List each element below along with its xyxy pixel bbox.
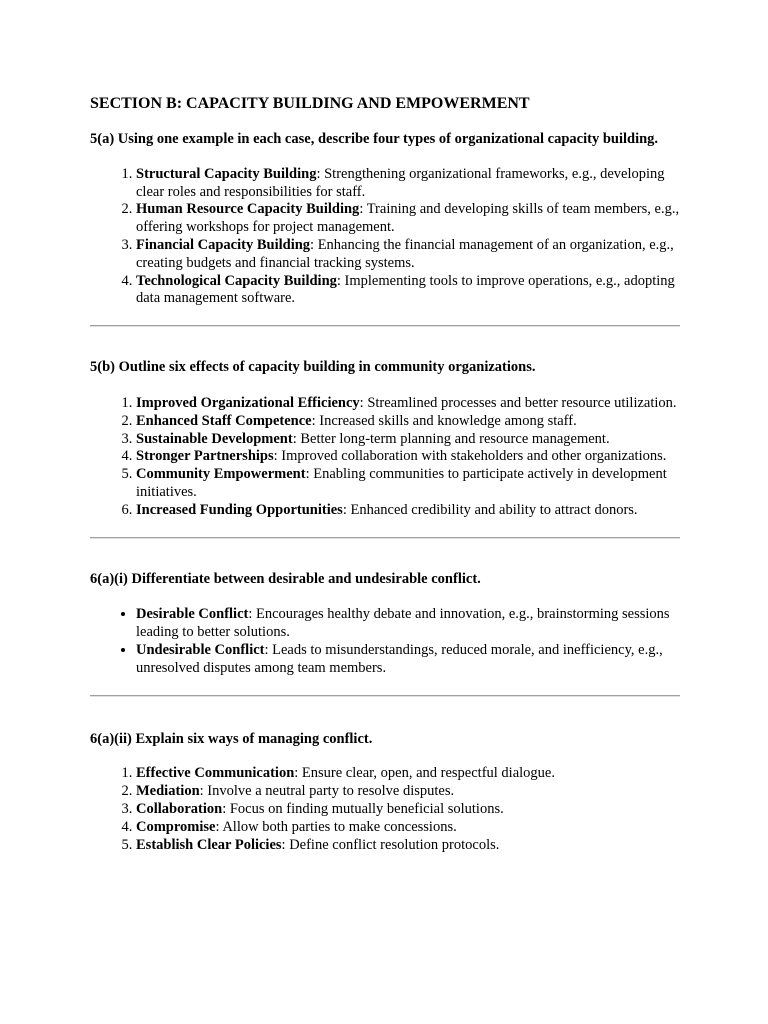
item-term: Enhanced Staff Competence <box>136 412 312 429</box>
item-term: Establish Clear Policies <box>136 836 282 853</box>
item-text: : Training and developing skills of team members, e.g., offering workshops for project management. <box>136 201 680 236</box>
item-text: : Better long-term planning and resource management. <box>292 430 610 447</box>
list-item <box>136 765 680 783</box>
section-title: SECTION B: CAPACITY BUILDING AND EMPOWERMENT <box>90 95 530 112</box>
item-term: Human Resource Capacity Building <box>136 201 360 218</box>
item-text: : Enhancing the financial management of an organization, e.g., creating budgets and financial tracking systems. <box>136 236 674 271</box>
list-item <box>136 502 680 520</box>
item-text: : Improved collaboration with stakeholders and other organizations. <box>273 448 667 465</box>
list-5b <box>90 395 680 520</box>
item-text: : Enabling communities to participate actively in development initiatives. <box>136 466 667 500</box>
item-text: : Implementing tools to improve operations, e.g., adopting data management software. <box>136 272 675 307</box>
item-text: : Increased skills and knowledge among staff. <box>311 412 577 429</box>
list-6ai <box>90 606 680 677</box>
list-item <box>136 642 680 678</box>
list-item <box>136 273 680 309</box>
item-term: Financial Capacity Building <box>136 236 311 253</box>
list-item <box>136 431 680 449</box>
item-term: Community Empowerment <box>136 466 306 483</box>
item-text: : Involve a neutral party to resolve disputes. <box>199 783 455 800</box>
item-term: Mediation <box>136 783 200 800</box>
question-5a: 5(a) Using one example in each case, describe four types of organizational capacity building. <box>90 131 659 147</box>
list-item <box>136 837 680 855</box>
item-term: Collaboration <box>136 800 223 817</box>
list-item <box>136 819 680 837</box>
list-item <box>136 801 680 819</box>
list-item <box>136 237 680 273</box>
item-term: Stronger Partnerships <box>136 448 274 465</box>
list-item <box>136 201 680 237</box>
item-term: Compromise <box>136 818 216 835</box>
document-body <box>90 94 680 854</box>
list-item <box>136 783 680 801</box>
item-text: : Streamlined processes and better resource utilization. <box>359 394 677 411</box>
item-term: Improved Organizational Efficiency <box>136 394 360 411</box>
item-term: Undesirable Conflict <box>136 641 265 658</box>
list-item <box>136 606 680 642</box>
question-6aii: 6(a)(ii) Explain six ways of managing conflict. <box>90 730 373 747</box>
section-divider <box>90 325 680 327</box>
item-term: Effective Communication <box>136 765 295 782</box>
section-divider <box>90 695 680 697</box>
item-term: Increased Funding Opportunities <box>136 501 343 518</box>
list-item <box>136 395 680 413</box>
item-term: Technological Capacity Building <box>136 272 337 289</box>
list-item <box>136 166 680 202</box>
item-text: : Focus on finding mutually beneficial solutions. <box>222 800 504 817</box>
item-term: Sustainable Development <box>136 430 293 447</box>
item-text: : Enhanced credibility and ability to attract donors. <box>342 501 638 518</box>
item-text: : Define conflict resolution protocols. <box>281 836 500 853</box>
item-text: : Leads to misunderstandings, reduced morale, and inefficiency, e.g., unresolved disputes among team members. <box>136 641 663 676</box>
item-text: : Ensure clear, open, and respectful dialogue. <box>294 765 555 782</box>
list-5a <box>90 166 680 308</box>
list-item <box>136 466 680 502</box>
item-text: : Encourages healthy debate and innovation, e.g., brainstorming sessions leading to better solutions. <box>136 606 670 641</box>
item-text: : Strengthening organizational frameworks, e.g., developing clear roles and responsibilities for staff. <box>136 165 665 200</box>
list-item <box>136 448 680 466</box>
section-divider <box>90 537 680 539</box>
question-5b: 5(b) Outline six effects of capacity building in community organizations. <box>90 359 536 376</box>
item-term: Structural Capacity Building <box>136 165 317 182</box>
list-item <box>136 413 680 431</box>
item-term: Desirable Conflict <box>136 606 249 623</box>
item-text: : Allow both parties to make concessions. <box>215 818 457 835</box>
list-6aii <box>90 765 680 854</box>
question-6ai: 6(a)(i) Differentiate between desirable and undesirable conflict. <box>90 570 481 587</box>
